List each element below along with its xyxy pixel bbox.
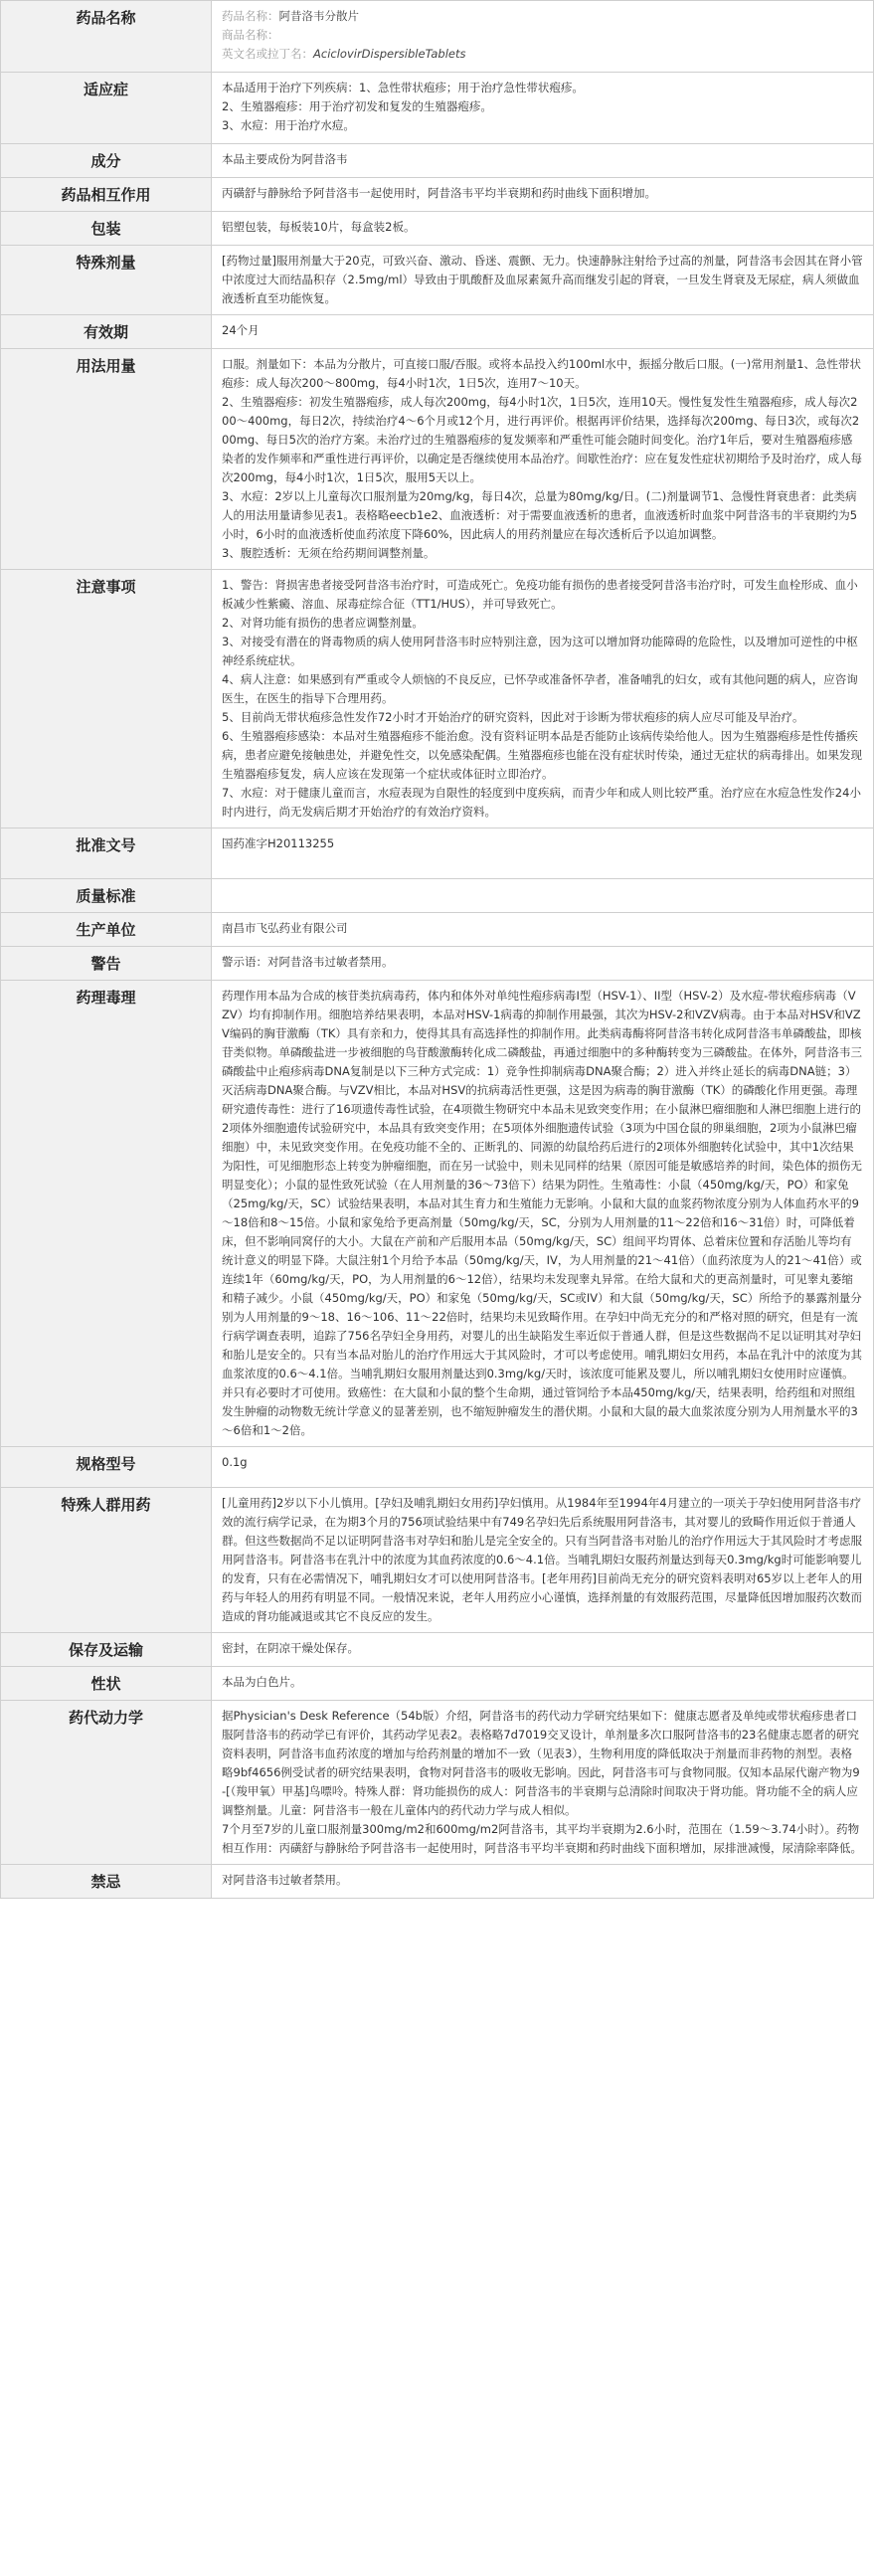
row-content: 0.1g bbox=[212, 1447, 874, 1487]
row-content: 国药准字H20113255 bbox=[212, 828, 874, 878]
field-key: 商品名称： bbox=[222, 28, 279, 42]
english-name-line bbox=[222, 45, 863, 64]
row-manufacturer bbox=[0, 913, 874, 947]
row-pharmacology bbox=[0, 981, 874, 1447]
row-content: 对阿昔洛韦过敏者禁用。 bbox=[212, 1865, 874, 1898]
row-label: 药代动力学 bbox=[0, 1701, 212, 1864]
generic-name-line bbox=[222, 7, 863, 26]
row-label: 生产单位 bbox=[0, 913, 212, 946]
row-label: 质量标准 bbox=[0, 879, 212, 912]
row-label: 特殊人群用药 bbox=[0, 1488, 212, 1632]
row-label: 注意事项 bbox=[0, 570, 212, 828]
row-label: 有效期 bbox=[0, 315, 212, 348]
row-content: 据Physician's Desk Reference（54b版）介绍，阿昔洛韦的药代动力学研究结果如下：健康志愿者及单纯或带状疱疹患者口服阿昔洛韦的药动学已有评价，其药动学见表2。表格略7d7019交叉设计，单剂量多次口服阿昔洛韦的23名健康志愿者的研究资料表明，阿昔洛韦血药浓度的增加与给药剂量的增加不一致（见表3），生物利用度的降低取决于剂量而非药物的剂型。表格略9bf4656例受试者的研究结果表明，食物对阿昔洛韦的吸收无影响。因此，阿昔洛韦可与食物同服。仅知本品尿代谢产物为9-[（羧甲氧）甲基]鸟嘌呤。特殊人群：肾功能损伤的成人：阿昔洛韦的半衰期与总清除时间取决于肾功能。肾功能不全的病人应调整剂量。儿童：阿昔洛韦一般在儿童体内的药代动力学与成人相似。 7个月至7岁的儿童口服剂量300mg/m2和600mg/m2阿昔洛韦，其平均半衰期为2.6小时，范围在（1.59～3.74小时）。药物相互作用：丙磺舒与静脉给予阿昔洛韦一起使用时，阿昔洛韦平均半衰期和药时曲线下面积增加，尿排泄减慢，尿清除率降低。 bbox=[212, 1701, 874, 1864]
row-label: 药品名称 bbox=[0, 1, 212, 72]
row-content bbox=[212, 1, 874, 72]
row-content: 本品主要成份为阿昔洛韦 bbox=[212, 144, 874, 177]
row-label: 禁忌 bbox=[0, 1865, 212, 1898]
row-content: 南昌市飞弘药业有限公司 bbox=[212, 913, 874, 946]
row-content: 口服。剂量如下：本品为分散片，可直接口服/吞服。或将本品投入约100ml水中，振摇分散后口服。(一)常用剂量1、急性带状疱疹：成人每次200～800mg，每4小时1次，1日5次，连用7～10天。 2、生殖器疱疹：初发生殖器疱疹，成人每次200mg，每4小时1次，1日5次，连用10天。慢性复发性生殖器疱疹，成人每次200～400mg，每日2次，持续治疗4～6个月或12个月，进行再评价。根据再评价结果，选择每次200mg、每日3次，或每次200mg、每日5次的治疗方案。未治疗过的生殖器疱疹的复发频率和严重性可能会随时间变化。治疗1年后，要对生殖器疱疹感染者的发作频率和严重性进行再评价，以确定是否继续使用本品治疗。间歇性治疗：应在复发性症状初期给予及时治疗，成人每次200mg，每4小时1次，1日5次，服用5天以上。 3、水痘：2岁以上儿童每次口服剂量为20mg/kg，每日4次，总量为80mg/kg/日。(二)剂量调节1、急慢性肾衰患者：此类病人的用法用量请参见表1。表格略eecb1e2、血液透析：对于需要血液透析的患者，血液透析时血浆中阿昔洛韦的半衰期约为5小时，6小时的血液透析使血药浓度下降60%，因此病人的用药剂量应在每次透析后予以追加调整。 3、腹腔透析：无须在给药期间调整剂量。 bbox=[212, 349, 874, 569]
row-content: 1、警告：肾损害患者接受阿昔洛韦治疗时，可造成死亡。免疫功能有损伤的患者接受阿昔洛韦治疗时，可发生血栓形成、血小板减少性紫癜、溶血、尿毒症综合征（TT1/HUS），并可导致死亡。 2、对肾功能有损伤的患者应调整剂量。 3、对接受有潜在的肾毒物质的病人使用阿昔洛韦时应特别注意，因为这可以增加肾功能障碍的危险性，以及增加可逆性的中枢神经系统症状。 4、病人注意：如果感到有严重或令人烦恼的不良反应，已怀孕或准备怀孕者，准备哺乳的妇女，或有其他问题的病人，应咨询医生，在医生的指导下合理用药。 5、目前尚无带状疱疹急性发作72小时才开始治疗的研究资料，因此对于诊断为带状疱疹的病人应尽可能及早治疗。 6、生殖器疱疹感染：本品对生殖器疱疹不能治愈。没有资料证明本品是否能防止该病传染给他人。因为生殖器疱疹是性传播疾病，患者应避免接触患处，并避免性交，以免感染配偶。生殖器疱疹也能在没有症状时传染，通过无症状的病毒排出。如果发现生殖器疱疹复发，病人应该在发现第一个症状或体征时立即治疗。 7、水痘：对于健康儿童而言，水痘表现为自限性的轻度到中度疾病，而青少年和成人则比较严重。治疗应在水痘急性发作24小时内进行，尚无发病后期才开始治疗的有效治疗资料。 bbox=[212, 570, 874, 828]
row-composition bbox=[0, 144, 874, 178]
row-spec bbox=[0, 1447, 874, 1488]
row-package bbox=[0, 212, 874, 246]
row-pharmacokinetics bbox=[0, 1701, 874, 1865]
row-label: 包装 bbox=[0, 212, 212, 245]
row-content: 丙磺舒与静脉给予阿昔洛韦一起使用时，阿昔洛韦平均半衰期和药时曲线下面积增加。 bbox=[212, 178, 874, 211]
trade-name-line bbox=[222, 26, 863, 45]
row-precautions bbox=[0, 570, 874, 828]
row-special-groups bbox=[0, 1488, 874, 1633]
row-interactions bbox=[0, 178, 874, 212]
row-label: 保存及运输 bbox=[0, 1633, 212, 1666]
row-approval bbox=[0, 828, 874, 879]
field-value: AciclovirDispersibleTablets bbox=[313, 47, 466, 61]
row-content: 本品适用于治疗下列疾病：1、急性带状疱疹；用于治疗急性带状疱疹。 2、生殖器疱疹：用于治疗初发和复发的生殖器疱疹。 3、水痘：用于治疗水痘。 bbox=[212, 73, 874, 143]
row-label: 药品相互作用 bbox=[0, 178, 212, 211]
row-content: 密封，在阴凉干燥处保存。 bbox=[212, 1633, 874, 1666]
row-content: [儿童用药]2岁以下小儿慎用。[孕妇及哺乳期妇女用药]孕妇慎用。从1984年至1994年4月建立的一项关于孕妇使用阿昔洛韦疗效的流行病学记录，在为期3个月的756项试验结果中有749名孕妇先后系统服用阿昔洛韦，其对婴儿的致畸作用近似于普通人群。但这些数据尚不足以证明阿昔洛韦对孕妇和胎儿是完全安全的。只有当阿昔洛韦对胎儿的治疗作用远大于其风险时才考虑服用阿昔洛韦。阿昔洛韦在乳汁中的浓度为其血药浓度的0.6～4.1倍。当哺乳期妇女服药剂量达到每天0.3mg/kg时可能影响婴儿的发育，只有在必需情况下，哺乳期妇女才可以使用阿昔洛韦。[老年用药]目前尚无充分的研究资料表明对65岁以上老年人的用药与年轻人的用药有明显不同。一般情况来说，老年人用药应小心谨慎，选择剂量的有效服药范围，尽量降低因增加服药次数而造成的肾功能减退或其它不良反应的发生。 bbox=[212, 1488, 874, 1632]
row-name bbox=[0, 1, 874, 73]
field-key: 药品名称： bbox=[222, 9, 279, 23]
row-quality bbox=[0, 879, 874, 913]
row-overdose bbox=[0, 246, 874, 315]
row-label: 批准文号 bbox=[0, 828, 212, 878]
row-label: 警告 bbox=[0, 947, 212, 980]
row-properties bbox=[0, 1667, 874, 1701]
row-content: [药物过量]服用剂量大于20克，可致兴奋、激动、昏迷、震颤、无力。快速静脉注射给予过高的剂量，阿昔洛韦会因其在肾小管中浓度过大而结晶积存（2.5mg/ml）导致由于肌酸酐及血尿素氮升高而继发引起的肾衰，一旦发生肾衰及无尿症，病人须做血液透析直至功能恢复。 bbox=[212, 246, 874, 314]
row-validity bbox=[0, 315, 874, 349]
row-contraindications bbox=[0, 1865, 874, 1899]
row-warning bbox=[0, 947, 874, 981]
row-storage bbox=[0, 1633, 874, 1667]
row-label: 药理毒理 bbox=[0, 981, 212, 1446]
row-content bbox=[212, 879, 874, 912]
row-content: 铝塑包装，每板装10片，每盒装2板。 bbox=[212, 212, 874, 245]
row-label: 用法用量 bbox=[0, 349, 212, 569]
row-label: 成分 bbox=[0, 144, 212, 177]
row-label: 适应症 bbox=[0, 73, 212, 143]
row-usage bbox=[0, 349, 874, 570]
field-key: 英文名或拉丁名： bbox=[222, 47, 313, 61]
row-content: 药理作用本品为合成的核苷类抗病毒药，体内和体外对单纯性疱疹病毒I型（HSV-1）、II型（HSV-2）及水痘-带状疱疹病毒（VZV）均有抑制作用。细胞培养结果表明，本品对HSV-1病毒的抑制作用最强，其次为HSV-2和VZV病毒。由于本品对HSV和VZV编码的胸苷激酶（TK）具有亲和力，使得其具有高选择性的抑制作用。此类病毒酶将阿昔洛韦转化成阿昔洛韦单磷酸盐，即核苷类似物。单磷酸盐进一步被细胞的鸟苷酸激酶转化成二磷酸盐，再通过细胞中的多种酶转变为三磷酸盐。在体外，阿昔洛韦三磷酸盐中止疱疹病毒DNA复制是以下三种方式完成：1）竞争性抑制病毒DNA聚合酶；2）进入并终止延长的病毒DNA链；3）灭活病毒DNA聚合酶。与VZV相比，本品对HSV的抗病毒活性更强，这是因为病毒的胸苷激酶（TK）的磷酸化作用更强。毒理研究遗传毒性：进行了16项遗传毒性试验，在4项微生物研究中本品未见致突变作用；在小鼠淋巴瘤细胞和人淋巴细胞上进行的2项体外细胞遗传试验研究中，本品具有致突变作用；在5项体外细胞遗传试验（3项为中国仓鼠的卵巢细胞，2项为小鼠淋巴瘤细胞）中，未见致突变作用。在免疫功能不全的、正断乳的、同源的幼鼠给药后进行的2项体外细胞转化试验中，其中1次结果为阳性，可见细胞形态上转变为肿瘤细胞，而在另一试验中，则未见同样的结果（原因可能是敏感培养的时间，染色体的损伤无明显变化）；小鼠的显性致死试验（在人用剂量的36～73倍下）结果为阴性。生殖毒性：小鼠（450mg/kg/天，PO）和家兔（25mg/kg/天，SC）试验结果表明，本品对其生育力和生殖能力无影响。小鼠和大鼠的血浆药物浓度分别为人体血药水平的9～18倍和8～15倍。小鼠和家兔给予更高剂量（50mg/kg/天，SC，分别为人用剂量的11～22倍和16～31倍）时，可降低着床，但不影响同窝仔的大小。大鼠在产前和产后服用本品（50mg/kg/天，SC）组间平均胃体、总着床位置和存活胎儿等均有统计意义的明显下降。大鼠注射1个月给予本品（50mg/kg/天，IV，为人用剂量的21～41倍）（血药浓度为人的21～41倍）或连续1年（60mg/kg/天，PO，为人用剂量的6～12倍），结果均未发现睾丸异常。在给大鼠和犬的更高剂量时，可见睾丸萎缩和精子减少。小鼠（450mg/kg/天，PO）和家兔（50mg/kg/天，SC或IV）和大鼠（50mg/kg/天，SC）所给予的暴露剂量分别为人用剂量的9～18、16～106、11～22倍时，结果均未见致畸作用。在孕妇中尚无充分的和严格对照的研究，但是有一流行病学调查表明，追踪了756名孕妇全身用药，对婴儿的出生缺陷发生率近似于普通人群，但是这些数据尚不足以证明其对孕妇和胎儿是安全的。只有当本品对胎儿的治疗作用远大于其风险时，才可以考虑使用。哺乳期妇女用药，本品在乳汁中的浓度为其血浆浓度的0.6～4.1倍。当哺乳期妇女服用剂量达到0.3mg/kg/天时，该浓度可能累及婴儿，所以哺乳期妇女使用时应谨慎。并只有必要时才可使用。致癌性：在大鼠和小鼠的整个生命期，通过管饲给予本品450mg/kg/天，结果表明，给药组和对照组发生肿瘤的动物数无统计学意义的显著差别，也不缩短肿瘤发生的潜伏期。小鼠和大鼠的最大血浆浓度分别为人用剂量水平的3～6倍和1～2倍。 bbox=[212, 981, 874, 1446]
row-label: 规格型号 bbox=[0, 1447, 212, 1487]
row-content: 本品为白色片。 bbox=[212, 1667, 874, 1700]
row-label: 特殊剂量 bbox=[0, 246, 212, 314]
row-label: 性状 bbox=[0, 1667, 212, 1700]
row-content: 24个月 bbox=[212, 315, 874, 348]
field-value: 阿昔洛韦分散片 bbox=[278, 9, 359, 23]
row-indications bbox=[0, 73, 874, 144]
row-content: 警示语：对阿昔洛韦过敏者禁用。 bbox=[212, 947, 874, 980]
